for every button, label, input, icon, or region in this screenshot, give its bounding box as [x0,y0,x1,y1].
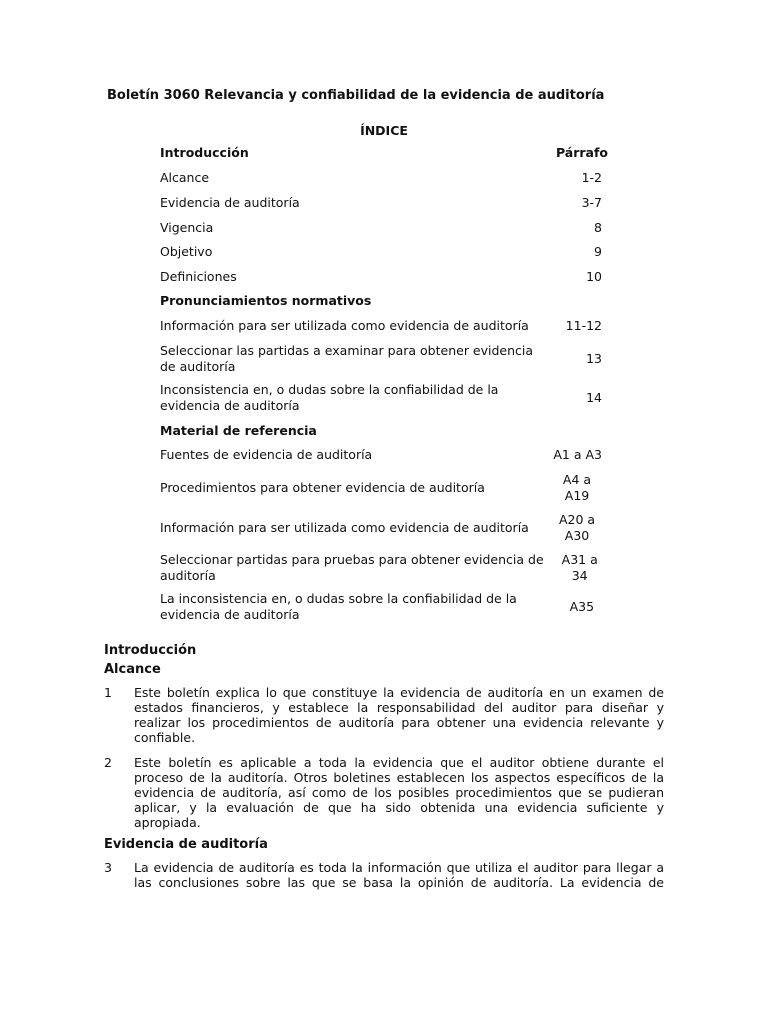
toc-entry-title: Procedimientos para obtener evidencia de auditoría [160,480,485,495]
paragraph-number: 3 [104,860,112,875]
paragraph-number: 1 [104,685,112,700]
toc-row [160,343,608,375]
toc-row [160,472,608,504]
toc-row [160,318,608,334]
toc-entry-title: La inconsistencia en, o dudas sobre la confiabilidad de la evidencia de auditoría [160,591,517,622]
toc-entry-title: Fuentes de evidencia de auditoría [160,447,373,462]
toc-entry-title: Seleccionar partidas para pruebas para obtener evidencia de auditoría [160,552,544,583]
toc-header-page: Párrafo [555,145,608,160]
toc-entry-title: Vigencia [160,220,214,235]
toc-entry-title: Alcance [160,170,210,185]
toc-row [160,220,608,236]
index-heading: ÍNDICE [360,123,408,138]
toc-row [160,195,608,211]
toc-row [160,447,608,463]
toc-entry-page: 3-7 [581,195,602,210]
toc-entry-page: A35 [569,599,595,614]
toc-entry-page: 8 [594,220,602,235]
toc-row [160,591,608,623]
toc-entry-page: 14 [586,390,602,405]
toc-entry-title: Información para ser utilizada como evidencia de auditoría [160,318,529,333]
toc-row [160,552,608,584]
toc-section-heading: Material de referencia [160,423,317,438]
toc-entry-page: A20 a A30 [558,512,596,543]
toc-entry-page: 13 [586,351,602,366]
paragraph-number: 2 [104,755,112,770]
toc-entry-page: 10 [586,269,602,284]
toc-entry-title: Evidencia de auditoría [160,195,300,210]
document-title: Boletín 3060 Relevancia y confiabilidad de la evidencia de auditoría [107,88,605,103]
toc-entry-page: 9 [594,244,602,259]
paragraph-text: Este boletín explica lo que constituye la evidencia de auditoría en un examen de estados financieros, y establece la responsabilidad del auditor para diseñar y realizar los procedimientos de auditoría para obtener una evidencia relevante y confiable. [134,685,664,745]
toc-row [160,512,608,544]
paragraph-text: Este boletín es aplicable a toda la evidencia que el auditor obtiene durante el proceso de la auditoría. Otros boletines establecen los aspectos específicos de la evidencia de auditoría, así como de los posibles procedimientos que se pudieran aplicar, y la evaluación de que ha sido obtenida una evidencia suficiente y apropiada. [134,755,664,830]
toc-entry-page: A4 a A19 [562,472,592,503]
toc-section-heading: Pronunciamientos normativos [160,293,372,308]
section-heading: Introducción [104,643,197,658]
toc-entry-title: Objetivo [160,244,213,259]
paragraph [104,685,664,745]
toc-entry-page: 11-12 [565,318,602,333]
toc-row [160,269,608,285]
toc-header [160,145,608,161]
toc-row [160,244,608,260]
toc-entry-page: A31 a 34 [561,552,598,583]
toc-header-title: Introducción [160,145,249,160]
subsection-heading: Alcance [104,662,161,677]
toc-row [160,382,608,414]
paragraph [104,860,664,890]
toc-row [160,170,608,186]
toc-entry-title: Inconsistencia en, o dudas sobre la confiabilidad de la evidencia de auditoría [160,382,499,413]
toc-entry-page: 1-2 [581,170,602,185]
paragraph [104,755,664,830]
toc-entry-title: Definiciones [160,269,237,284]
paragraph-text: La evidencia de auditoría es toda la información que utiliza el auditor para llegar a las conclusiones sobre las que se basa la opinión de auditoría. La evidencia de [134,860,664,890]
toc-entry-title: Seleccionar las partidas a examinar para obtener evidencia de auditoría [160,343,534,374]
subsection-heading: Evidencia de auditoría [104,837,268,852]
toc-entry-page: A1 a A3 [553,447,602,462]
toc-entry-title: Información para ser utilizada como evidencia de auditoría [160,520,529,535]
